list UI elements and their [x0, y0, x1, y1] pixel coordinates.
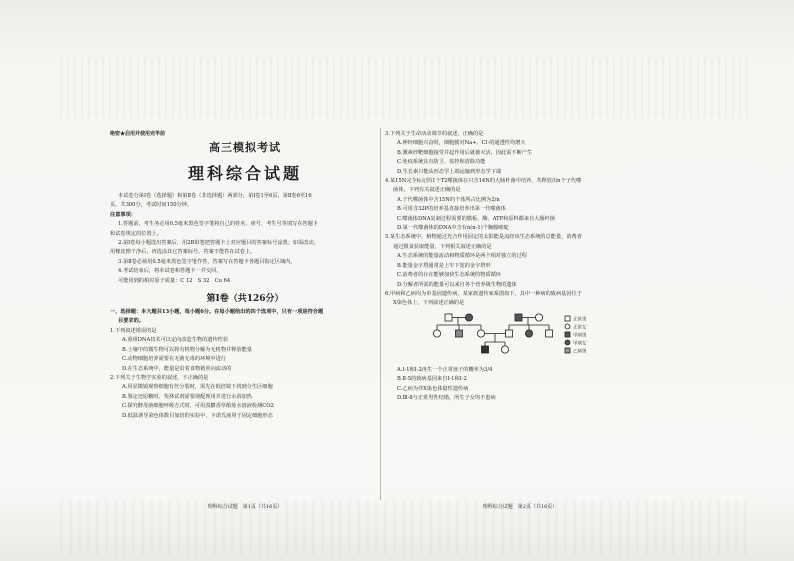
legend-disease-b-male-icon	[565, 348, 570, 353]
option-b: B.可用含32P的培养基直接培养出第一代噬菌体	[397, 206, 506, 213]
question-stem-cont: X染色体上，下列叙述正确的是	[393, 300, 465, 307]
option-a: A.子代噬菌体中含15N的个体所占比例为2/n	[397, 196, 500, 203]
page-1	[110, 124, 380, 514]
page-divider	[380, 128, 381, 500]
subject-title: 理科综合试题	[187, 164, 302, 183]
option-a: A.用显微镜观察细胞有丝分裂时，需先在低倍镜下找到分生区细胞	[122, 384, 273, 391]
notice-line: 3.第Ⅱ卷必须用0.5毫米黑色签字笔作答，答案写在答题卡各题目指定区域内。	[118, 258, 296, 265]
pedigree-male-affected	[482, 346, 489, 353]
option-b: B.能量金字塔通常是上窄下宽的金字塔形	[397, 262, 491, 269]
pedigree-diagram	[425, 312, 615, 358]
pedigree-female	[535, 314, 542, 321]
pedigree-female	[433, 330, 440, 337]
option-c: C.免疫系统具有防卫、监控和清除功能	[397, 159, 486, 166]
notice-line: 用橡皮擦干净后，再选涂其它答案标号。答案不能答在试卷上。	[110, 249, 256, 256]
question-stem: 4.某15N完全标记的1个T2噬菌体在只含14N的大肠杆菌中培养，共释放出n个子代噬	[385, 178, 582, 185]
option-a: A.生态系统的能量流动和物质循环是两个相对独立的过程	[397, 253, 527, 260]
section-intro: 目要求的。	[118, 318, 144, 325]
legend-normal-male-icon	[565, 316, 570, 321]
option-c: C.消费者的存在能够加快生态系统的物质循环	[397, 272, 501, 279]
option-a: A.重组DNA技术可以定向改造生物的遗传性状	[122, 337, 229, 344]
question-stem: 3.下列关于生命活动调节的叙述，正确的是	[385, 131, 484, 137]
legend-label: 甲病男	[573, 333, 587, 339]
option-a: A.Ⅰ-1和Ⅰ-2再生一个正常孩子的概率为3/4	[397, 366, 493, 373]
legend-label: 甲病女	[573, 341, 587, 347]
option-c: C.探究酵母菌细胞呼吸方式时，可用溴麝香草酚蓝水溶液检测CO2	[122, 403, 274, 410]
notice-line: 1.答题前，考生务必用0.5毫米黑色签字笔将自己的姓名、座号、考生号等填写在答题卡	[118, 221, 318, 228]
option-d: D.在生态系统中，能量是沿着食物链单向流动的	[122, 365, 232, 372]
legend-normal-female-icon	[565, 324, 570, 329]
exam-title: 高三模拟考试	[209, 141, 281, 154]
page-2	[385, 124, 655, 514]
section-intro: 一、选择题：本大题共13小题，每小题6分。在每小题给出的四个选项中，只有一项是符合题	[110, 309, 324, 316]
pedigree-male-affected	[456, 330, 463, 337]
intro-line: 本试卷分第Ⅰ卷（选择题）和第Ⅱ卷（非选择题）两部分，第Ⅰ卷1至6页，第Ⅱ卷6至16	[118, 193, 312, 199]
page-footer: 理科综合试题 第1页（共16页）	[207, 504, 283, 510]
option-c: C.动物细胞培养需要在无菌无毒的环境中进行	[122, 356, 226, 363]
legend-label: 正常男	[573, 317, 587, 323]
notice-line: 和试卷规定的位置上。	[110, 230, 162, 237]
question-stem: 2.下列关于生物学实验的叙述，不正确的是	[110, 374, 209, 381]
exam-sheet	[110, 124, 690, 514]
part-title: 第Ⅰ卷（共126分）	[206, 294, 284, 305]
notice-line: 4.考试结束后，将本试卷和答题卡一并交回。	[118, 268, 222, 275]
option-b: B.Ⅱ-5的致病基因来自Ⅰ-1和Ⅰ-2	[397, 376, 467, 383]
legend-label: 正常女	[573, 325, 587, 331]
option-c: C.乙病为伴X染色体隐性遗传病	[397, 385, 469, 392]
notice-line: 可能用到的相对原子质量：C 12 S 32 Cu 64	[118, 277, 231, 284]
option-d: D.生长素只能从形态学上端运输到形态学下端	[397, 168, 502, 175]
scan-noise-top	[60, 58, 750, 118]
option-b: B.鉴定还原糖时，斐林试剂需要现配现用并进行水浴加热	[122, 393, 252, 400]
question-stem: 5.某生态系统中，植物通过光合作用固定的太阳能是流经该生态系统的总能量，消费者	[385, 234, 582, 241]
option-d: D.低温诱导染色体数目加倍的实验中，卡诺氏液用于固定细胞形态	[122, 412, 273, 419]
notice-heading: 注意事项：	[110, 211, 136, 218]
question-stem-cont: 通过摄食获取能量，下列相关叙述正确的是	[393, 243, 492, 250]
legend-affected-female-icon	[565, 340, 570, 345]
pedigree-male	[445, 314, 452, 321]
question-stem: 6.甲病和乙病均为单基因遗传病，某家族遗传家系图如下，其中一种病的致病基因位于	[385, 290, 582, 297]
pedigree-male-affected	[515, 314, 522, 321]
pedigree-female-affected	[465, 314, 472, 321]
option-d: D.第一代噬菌体的DNA中含有n(n-1)个胸腺嘧啶	[397, 225, 509, 232]
pedigree-female	[477, 330, 484, 337]
notice-line: 2.第Ⅰ卷每小题选出答案后，用2B铅笔把答题卡上对应题目的答案标号涂黑；如需改动，	[118, 240, 319, 247]
pedigree-male	[546, 330, 553, 337]
pedigree-male	[506, 330, 513, 337]
intro-line: 页，共300分，考试时间150分钟。	[110, 202, 193, 209]
question-stem: 1.下列叙述错误的是	[110, 327, 157, 334]
pedigree-female	[501, 346, 508, 353]
option-b: B.激素经靶细胞接受并起作用后就被灭活，因此需不断产生	[397, 149, 533, 156]
option-d: D.分解者所需的能量可以来自各个营养级生物的遗体	[397, 281, 517, 288]
question-stem-cont: 菌体，下列有关叙述正确的是	[393, 187, 461, 194]
option-a: A.神经细胞兴奋时，细胞膜对Na+、Cl-的通透性均增大	[397, 140, 526, 147]
option-c: C.噬菌体DNA复制过程需要的模板、酶、ATP和原料都来自大肠杆菌	[397, 215, 555, 222]
pedigree-female-affected	[525, 330, 532, 337]
option-b: B.土壤中的微生物可以将有机物分解为无机物并释放能量	[122, 346, 252, 353]
secret-label: 绝密★启用并使用完毕前	[110, 131, 166, 137]
legend-label: 乙病男	[573, 349, 587, 355]
option-d: D.Ⅲ-8与正常男性结婚，所生子女均不患病	[397, 394, 496, 401]
legend-affected-male-icon	[565, 332, 570, 337]
page-footer: 理科综合试题 第2页（共16页）	[482, 504, 558, 510]
